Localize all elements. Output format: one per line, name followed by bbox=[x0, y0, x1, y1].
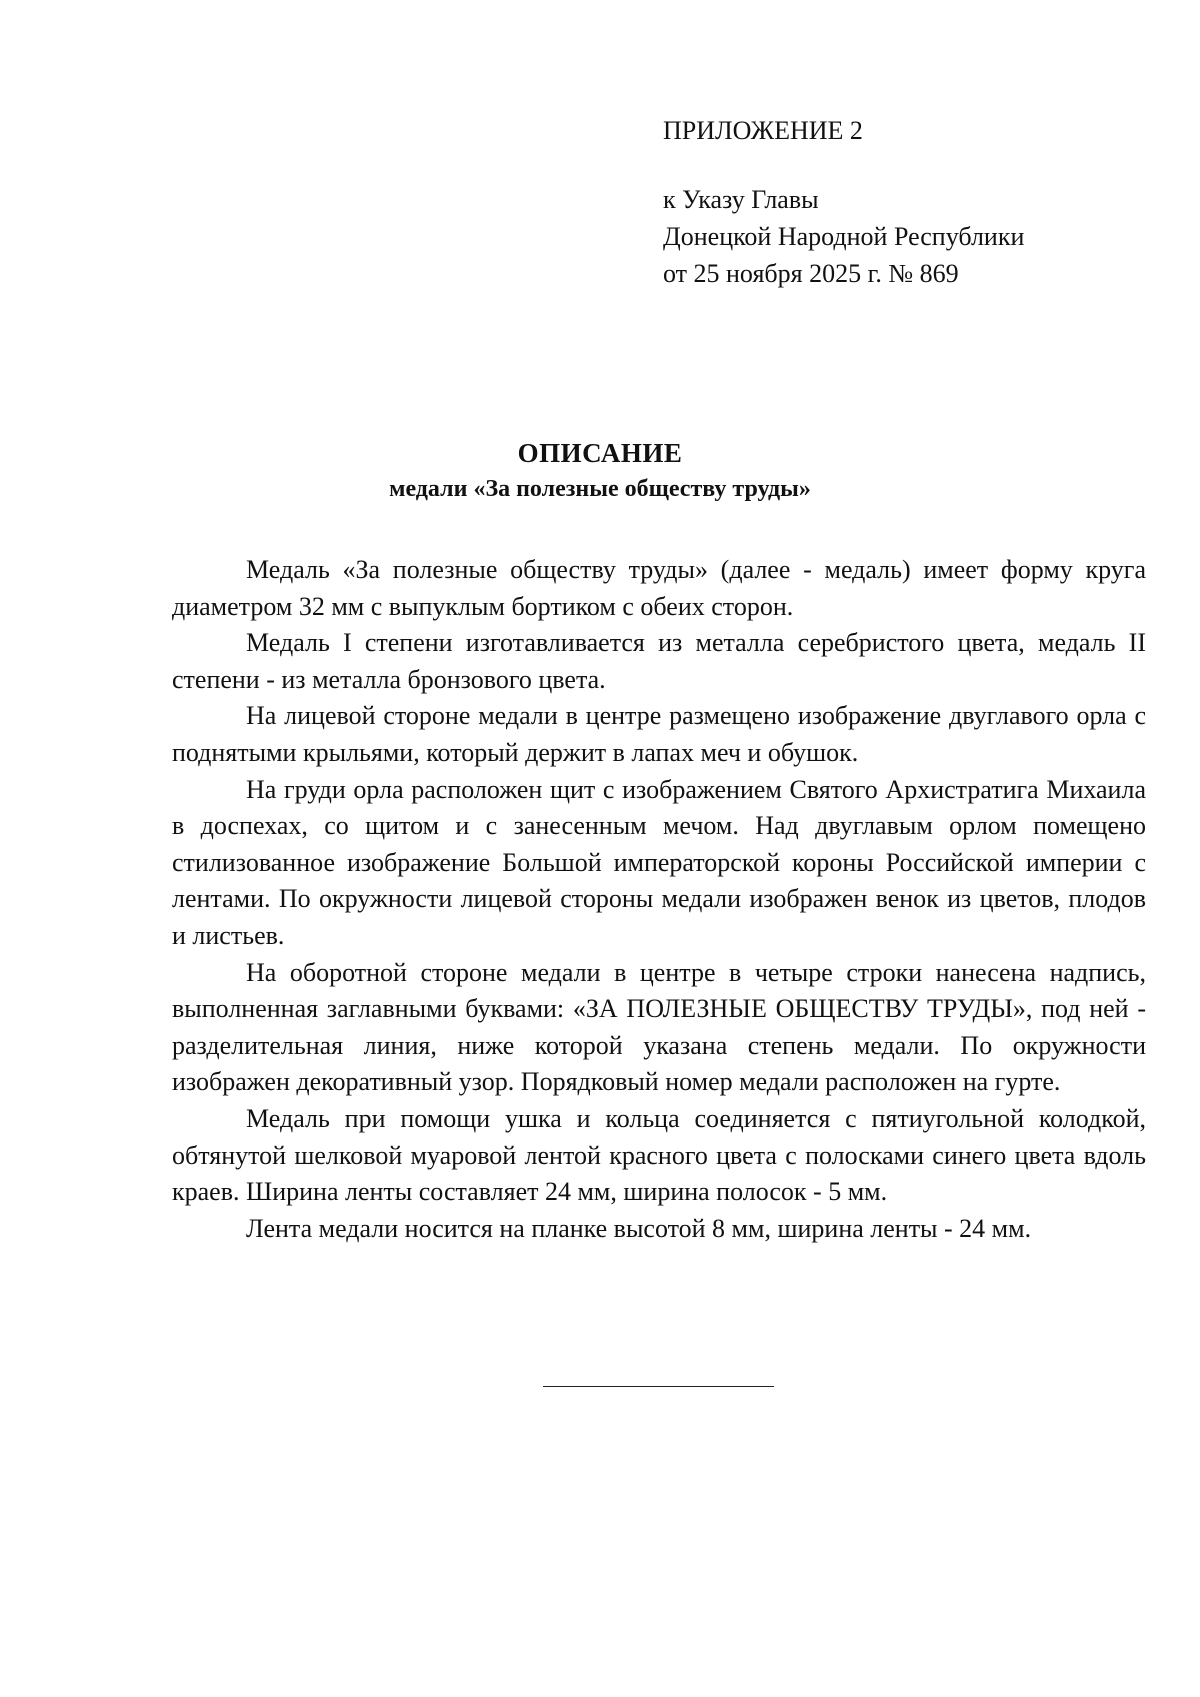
appendix-heading: ПРИЛОЖЕНИЕ 2 bbox=[663, 116, 863, 145]
document-body bbox=[172, 552, 1146, 1247]
appendix-line: Донецкой Народной Республики bbox=[663, 222, 1025, 251]
body-paragraph: На лицевой стороне медали в центре размещено изображение двуглавого орла с поднятыми крыльями, который держит в лапах меч и обушок. bbox=[172, 701, 1146, 767]
body-paragraph: Медаль «За полезные обществу труды» (далее - медаль) имеет форму круга диаметром 32 мм с выпуклым бортиком с обеих сторон. bbox=[172, 555, 1146, 621]
end-divider bbox=[543, 1386, 774, 1387]
body-paragraph: Лента медали носится на планке высотой 8 мм, ширина ленты - 24 мм. bbox=[246, 1213, 1032, 1243]
appendix-block bbox=[663, 112, 1143, 292]
body-paragraph: На груди орла расположен щит с изображением Святого Архистратига Михаила в доспехах, со щитом и с занесенным мечом. Над двуглавым орлом помещено стилизованное изображение Большой императорской короны Российской империи с лентами. По окружности лицевой стороны медали изображен венок из цветов, плодов и листьев. bbox=[172, 774, 1146, 950]
appendix-line: от 25 ноября 2025 г. № 869 bbox=[663, 259, 959, 288]
document-title: ОПИСАНИЕ bbox=[517, 438, 683, 468]
appendix-line: к Указу Главы bbox=[663, 185, 819, 214]
body-paragraph: Медаль при помощи ушка и кольца соединяется с пятиугольной колодкой, обтянутой шелковой муаровой лентой красного цвета с полосками синего цвета вдоль краев. Ширина ленты составляет 24 мм, ширина полосок - 5 мм. bbox=[172, 1103, 1146, 1207]
title-block bbox=[0, 435, 1200, 507]
document-subtitle: медали «За полезные обществу труды» bbox=[389, 476, 811, 502]
body-paragraph: На оборотной стороне медали в центре в четыре строки нанесена надпись, выполненная заглавными буквами: «ЗА ПОЛЕЗНЫЕ ОБЩЕСТВУ ТРУДЫ», под ней - разделительная линия, ниже которой указана степень медали. По окружности изображен декоративный узор. Порядковый номер медали расположен на гурте. bbox=[172, 957, 1146, 1097]
body-paragraph: Медаль I степени изготавливается из металла серебристого цвета, медаль II степени - из металла бронзового цвета. bbox=[172, 628, 1146, 694]
